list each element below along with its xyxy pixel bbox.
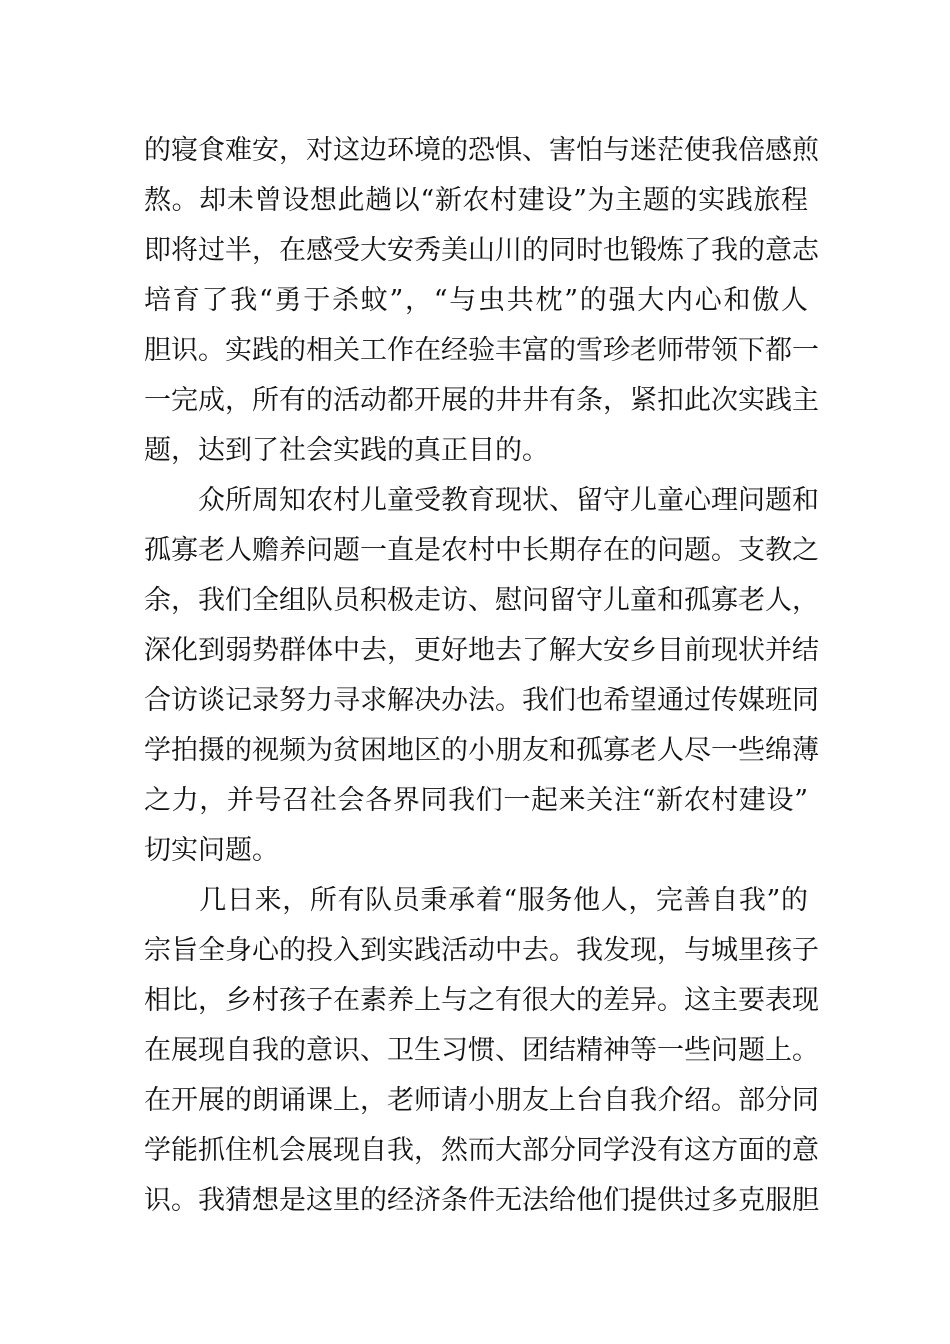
text-line: 胆识。实践的相关工作在经验丰富的雪珍老师带领下都一: [144, 335, 819, 366]
paragraph-3: [144, 876, 819, 1226]
text-line: 即将过半，在感受大安秀美山川的同时也锻炼了我的意志: [144, 235, 819, 266]
text-line: 一完成，所有的活动都开展的井井有条，紧扣此次实践主: [144, 385, 819, 416]
text-line: 题，达到了社会实践的真正目的。: [144, 435, 549, 466]
text-line: 学能抓住机会展现自我，然而大部分同学没有这方面的意: [144, 1135, 819, 1166]
paragraph-1: [144, 126, 819, 476]
text-line: 切实问题。: [144, 835, 279, 866]
paragraph-2: [144, 476, 819, 876]
text-line: 余，我们全组队员积极走访、慰问留守儿童和孤寡老人，: [144, 585, 819, 616]
text-line: 熬。却未曾设想此趟以“新农村建设”为主题的实践旅程: [144, 185, 808, 216]
text-line: 孤寡老人赡养问题一直是农村中长期存在的问题。支教之: [144, 535, 819, 566]
text-line: 培育了我“勇于杀蚊”，“与虫共枕”的强大内心和傲人: [144, 285, 808, 316]
text-line: 众所周知农村儿童受教育现状、留守儿童心理问题和: [144, 485, 819, 516]
text-line: 合访谈记录努力寻求解决办法。我们也希望通过传媒班同: [144, 685, 819, 716]
document-body: [144, 126, 819, 1226]
text-line: 识。我猜想是这里的经济条件无法给他们提供过多克服胆: [144, 1185, 819, 1216]
text-line: 宗旨全身心的投入到实践活动中去。我发现，与城里孩子: [144, 935, 819, 966]
text-line: 学拍摄的视频为贫困地区的小朋友和孤寡老人尽一些绵薄: [144, 735, 819, 766]
text-line: 之力，并号召社会各界同我们一起来关注“新农村建设”: [144, 785, 808, 816]
text-line: 在展现自我的意识、卫生习惯、团结精神等一些问题上。: [144, 1035, 819, 1066]
text-line: 的寝食难安，对这边环境的恐惧、害怕与迷茫使我倍感煎: [144, 135, 819, 166]
text-line: 几日来，所有队员秉承着“服务他人，完善自我”的: [144, 885, 808, 916]
text-line: 相比，乡村孩子在素养上与之有很大的差异。这主要表现: [144, 985, 819, 1016]
text-line: 深化到弱势群体中去，更好地去了解大安乡目前现状并结: [144, 635, 819, 666]
text-line: 在开展的朗诵课上，老师请小朋友上台自我介绍。部分同: [144, 1085, 819, 1116]
